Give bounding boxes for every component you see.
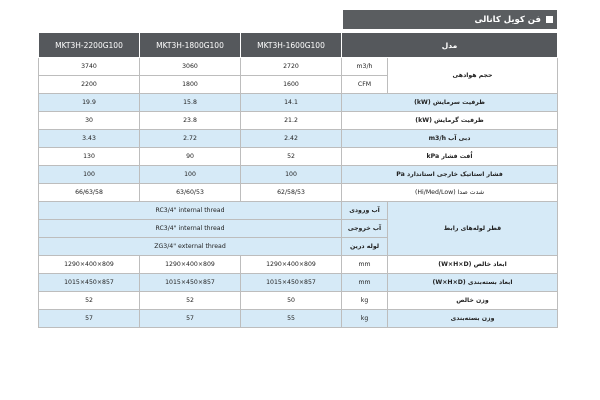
sub-label: آب ورودی xyxy=(342,202,388,220)
cell: 66/63/58 xyxy=(39,184,140,202)
cell: 2720 xyxy=(241,58,342,76)
cell: 52 xyxy=(241,148,342,166)
cell: 52 xyxy=(140,292,241,310)
cell: 3060 xyxy=(140,58,241,76)
table-row xyxy=(39,148,558,166)
cell: 50 xyxy=(241,292,342,310)
table-row xyxy=(39,112,558,130)
cell: 90 xyxy=(140,148,241,166)
row-label: وزن خالص xyxy=(388,292,558,310)
cell: RC3/4" internal thread xyxy=(39,202,342,220)
model-name: MKT3H-2200G100 xyxy=(39,33,140,58)
table-row xyxy=(39,166,558,184)
cell: 23.8 xyxy=(140,112,241,130)
model-header-label: مدل xyxy=(342,33,558,58)
cell: 3.43 xyxy=(39,130,140,148)
cell: RC3/4" internal thread xyxy=(39,220,342,238)
cell: 63/60/53 xyxy=(140,184,241,202)
cell: 100 xyxy=(140,166,241,184)
row-label: ظرفیت گرمایش (kW) xyxy=(342,112,558,130)
row-label: ظرفیت سرمایش (kW) xyxy=(342,94,558,112)
model-name: MKT3H-1800G100 xyxy=(140,33,241,58)
unit-cell: m3/h xyxy=(342,58,388,76)
table-row xyxy=(39,274,558,292)
cell: 1290×400×809 xyxy=(241,256,342,274)
cell: 1290×400×809 xyxy=(140,256,241,274)
cell: 130 xyxy=(39,148,140,166)
cell: 55 xyxy=(241,310,342,328)
unit-cell: CFM xyxy=(342,76,388,94)
cell: 21.2 xyxy=(241,112,342,130)
row-label: حجم هوادهی xyxy=(388,58,558,94)
cell: 1015×450×857 xyxy=(140,274,241,292)
cell: 57 xyxy=(140,310,241,328)
table-row xyxy=(39,94,558,112)
row-label: ابعاد خالص (W×H×D) xyxy=(388,256,558,274)
section-title-bar xyxy=(343,10,557,29)
section-title: فن کویل کانالی xyxy=(474,14,541,25)
table-row xyxy=(39,184,558,202)
cell: 57 xyxy=(39,310,140,328)
cell: 2.72 xyxy=(140,130,241,148)
cell: 19.9 xyxy=(39,94,140,112)
spec-table xyxy=(38,32,558,328)
cell: 1800 xyxy=(140,76,241,94)
table-row xyxy=(39,310,558,328)
cell: 100 xyxy=(241,166,342,184)
cell: 1290×400×809 xyxy=(39,256,140,274)
row-label: دبی آب m3/h xyxy=(342,130,558,148)
unit-cell: kg xyxy=(342,310,388,328)
sub-label: آب خروجی xyxy=(342,220,388,238)
cell: 1015×450×857 xyxy=(39,274,140,292)
title-square-icon xyxy=(546,16,553,23)
unit-cell: mm xyxy=(342,256,388,274)
model-name: MKT3H-1600G100 xyxy=(241,33,342,58)
cell: 15.8 xyxy=(140,94,241,112)
cell: 2200 xyxy=(39,76,140,94)
row-label: وزن بسته‌بندی xyxy=(388,310,558,328)
table-row xyxy=(39,202,558,220)
table-row xyxy=(39,292,558,310)
unit-cell: kg xyxy=(342,292,388,310)
row-label: اُفت فشار kPa xyxy=(342,148,558,166)
cell: 1600 xyxy=(241,76,342,94)
table-row xyxy=(39,58,558,76)
sub-label: لوله درین xyxy=(342,238,388,256)
cell: 30 xyxy=(39,112,140,130)
cell: 62/58/53 xyxy=(241,184,342,202)
cell: 100 xyxy=(39,166,140,184)
row-label: فشار استاتیک خارجی استاندارد Pa xyxy=(342,166,558,184)
cell: 3740 xyxy=(39,58,140,76)
row-label: شدت صدا (Hi/Med/Low) xyxy=(342,184,558,202)
header-row xyxy=(39,33,558,58)
row-label: قطر لوله‌های رابط xyxy=(388,202,558,256)
cell: 14.1 xyxy=(241,94,342,112)
table-row xyxy=(39,256,558,274)
unit-cell: mm xyxy=(342,274,388,292)
cell: 1015×450×857 xyxy=(241,274,342,292)
table-row xyxy=(39,130,558,148)
cell: 2.42 xyxy=(241,130,342,148)
cell: 52 xyxy=(39,292,140,310)
row-label: ابعاد بسته‌بندی (W×H×D) xyxy=(388,274,558,292)
cell: ZG3/4" external thread xyxy=(39,238,342,256)
